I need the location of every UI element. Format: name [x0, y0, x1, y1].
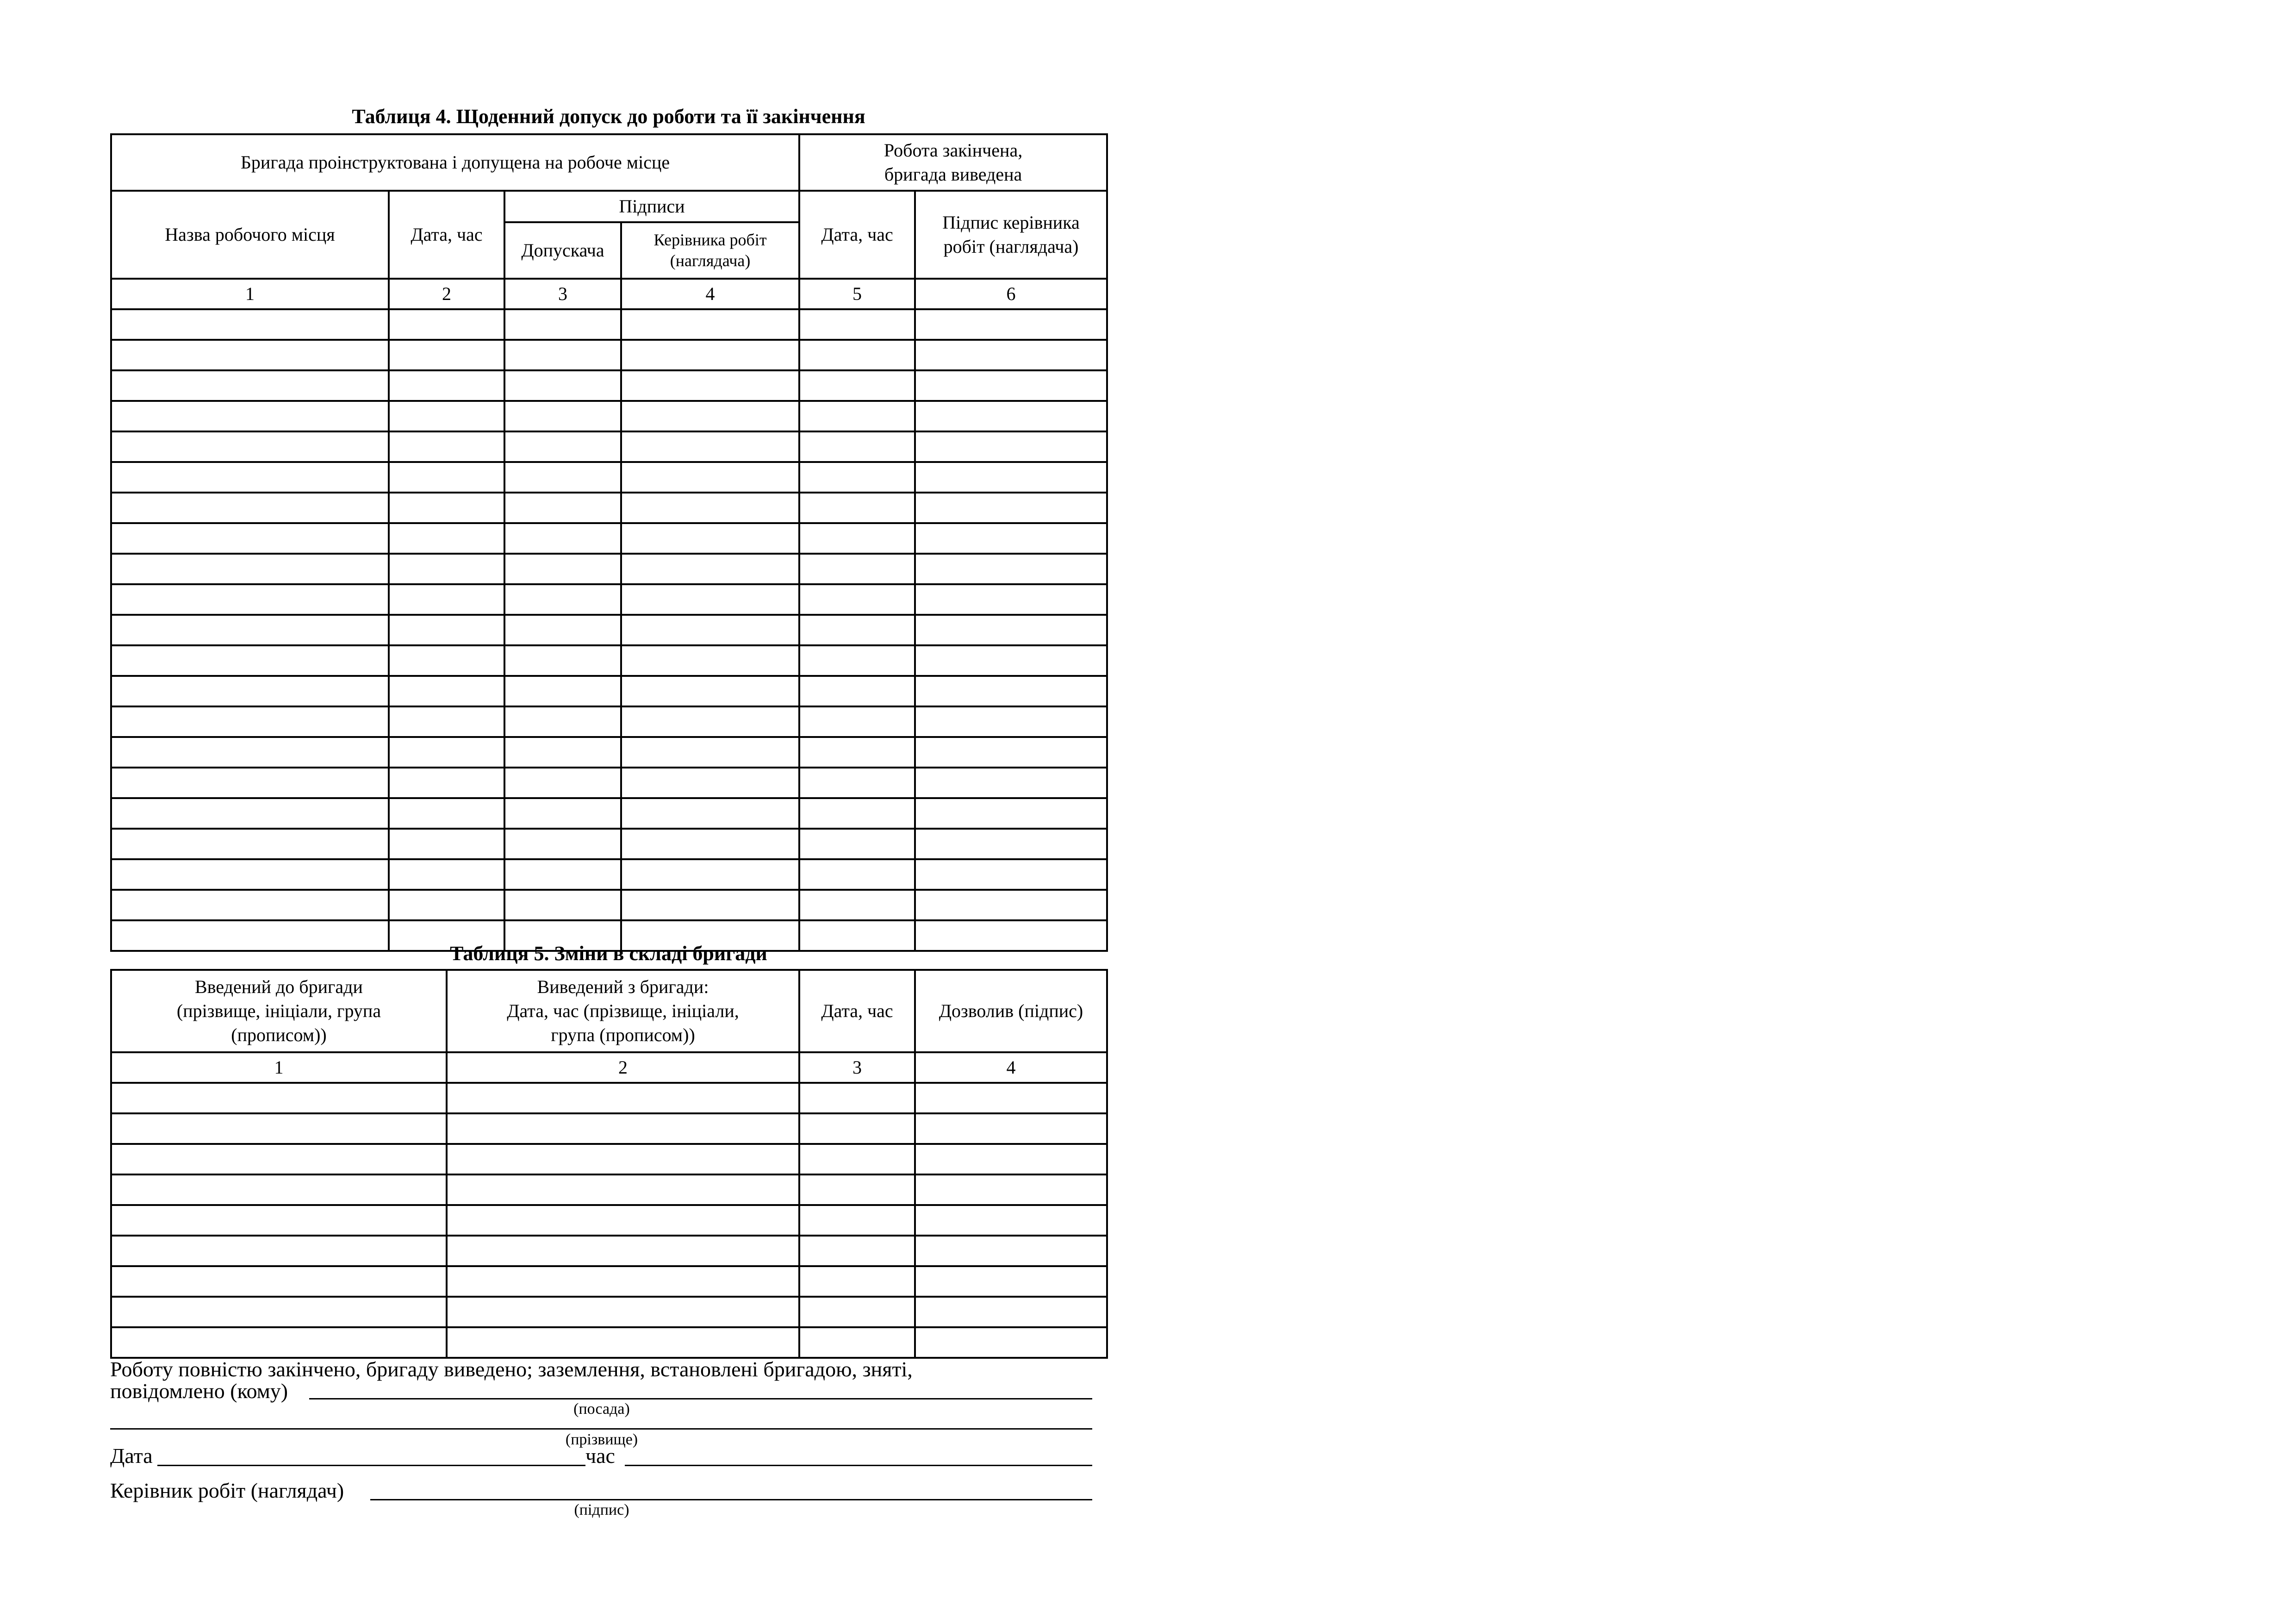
col-number: 1: [111, 1052, 447, 1083]
col-header-workplace: Назва робочого місця: [111, 191, 389, 279]
table4-entry-cell[interactable]: [799, 645, 915, 676]
table5-entry-cell[interactable]: [111, 1144, 447, 1174]
table4-entry-cell[interactable]: [915, 340, 1107, 370]
table4-entry-cell[interactable]: [799, 309, 915, 340]
table4-entry-cell[interactable]: [389, 431, 504, 462]
table4-entry-cell[interactable]: [504, 309, 621, 340]
table4-entry-cell[interactable]: [504, 554, 621, 584]
table5-title: Таблиця 5. Зміни в складі бригади: [450, 942, 767, 965]
col-number: 4: [915, 1052, 1107, 1083]
table4-entry-cell[interactable]: [504, 829, 621, 859]
table4-entry-cell[interactable]: [799, 370, 915, 401]
table4-entry-cell[interactable]: [915, 309, 1107, 340]
table5-entry-cell[interactable]: [799, 1113, 915, 1144]
date-field[interactable]: [157, 1465, 585, 1466]
table4-entry-cell[interactable]: [504, 859, 621, 890]
table4-entry-cell[interactable]: [111, 676, 389, 706]
table4-entry-cell[interactable]: [621, 859, 799, 890]
table4-entry-cell[interactable]: [799, 676, 915, 706]
col4-l1: Керівника робіт: [653, 231, 767, 249]
table4-entry-cell[interactable]: [111, 645, 389, 676]
table4-entry-cell[interactable]: [799, 493, 915, 523]
col-header-supervisor-signature: [915, 191, 1107, 279]
table4-entry-cell[interactable]: [504, 462, 621, 493]
table4-entry-cell[interactable]: [504, 584, 621, 615]
table4-entry-cell[interactable]: [389, 493, 504, 523]
col6-l2: робіт (наглядача): [943, 236, 1079, 257]
table4-entry-cell[interactable]: [799, 615, 915, 645]
table4-entry-cell[interactable]: [915, 462, 1107, 493]
table4-entry-cell[interactable]: [915, 890, 1107, 920]
table4-entry-cell[interactable]: [504, 431, 621, 462]
table5-entry-cell[interactable]: [111, 1327, 447, 1358]
table4-entry-row: [111, 798, 1107, 829]
table4-entry-cell[interactable]: [111, 554, 389, 584]
table4-entry-cell[interactable]: [799, 859, 915, 890]
table5-crew-changes: [110, 969, 1108, 1359]
table4-entry-cell[interactable]: [915, 431, 1107, 462]
table4-entry-cell[interactable]: [799, 523, 915, 554]
table4-entry-cell[interactable]: [389, 829, 504, 859]
table4-entry-cell[interactable]: [111, 401, 389, 431]
table4-entry-row: [111, 584, 1107, 615]
table4-entry-cell[interactable]: [504, 768, 621, 798]
col-header-added: [111, 970, 447, 1052]
footer-statement: Роботу повністю закінчено, бригаду виведено; заземлення, встановлені бригадою, зняті,: [110, 1357, 913, 1381]
table4-entry-row: [111, 768, 1107, 798]
table4-entry-cell[interactable]: [111, 768, 389, 798]
table4-entry-cell[interactable]: [621, 829, 799, 859]
table4-entry-cell[interactable]: [504, 401, 621, 431]
table4-entry-cell[interactable]: [111, 493, 389, 523]
caption-surname: (прізвище): [565, 1431, 638, 1448]
table5-entry-cell[interactable]: [799, 1083, 915, 1113]
table5-entry-row: [111, 1327, 1107, 1358]
col-number: 3: [799, 1052, 915, 1083]
table5-entry-row: [111, 1083, 1107, 1113]
table4-entry-cell[interactable]: [389, 859, 504, 890]
table4-entry-row: [111, 615, 1107, 645]
table5-entry-cell[interactable]: [799, 1266, 915, 1297]
table4-entry-cell[interactable]: [389, 890, 504, 920]
table4-entry-cell[interactable]: [915, 676, 1107, 706]
table4-entry-cell[interactable]: [621, 462, 799, 493]
table4-entry-cell[interactable]: [799, 462, 915, 493]
t5c2-l2: Дата, час (прізвище, ініціали,: [507, 1000, 739, 1021]
table5-entry-cell[interactable]: [915, 1113, 1107, 1144]
table4-entry-cell[interactable]: [621, 584, 799, 615]
table4-entry-cell[interactable]: [111, 462, 389, 493]
col-number: 2: [389, 279, 504, 309]
col6-l1: Підпис керівника: [942, 212, 1080, 233]
table5-entry-row: [111, 1297, 1107, 1327]
table5-entry-cell[interactable]: [799, 1236, 915, 1266]
table4-entry-cell[interactable]: [915, 615, 1107, 645]
table5-entry-cell[interactable]: [915, 1083, 1107, 1113]
caption-signature: (підпис): [574, 1501, 629, 1518]
t5c1-l2: (прізвище, ініціали, група: [176, 1000, 381, 1021]
table4-entry-cell[interactable]: [799, 768, 915, 798]
table4-entry-cell[interactable]: [621, 768, 799, 798]
table4-entry-cell[interactable]: [389, 340, 504, 370]
table5-entry-cell[interactable]: [799, 1144, 915, 1174]
table4-entry-cell[interactable]: [799, 829, 915, 859]
group-header-finished-l2: бригада виведена: [884, 164, 1022, 185]
table4-entry-row: [111, 462, 1107, 493]
table4-entry-cell[interactable]: [389, 584, 504, 615]
table5-entry-cell[interactable]: [111, 1205, 447, 1236]
table4-entry-row: [111, 554, 1107, 584]
table4-entry-cell[interactable]: [799, 401, 915, 431]
table4-entry-cell[interactable]: [504, 737, 621, 768]
table5-entry-row: [111, 1205, 1107, 1236]
table5-entry-cell[interactable]: [799, 1297, 915, 1327]
table4-entry-cell[interactable]: [111, 431, 389, 462]
table4-entry-cell[interactable]: [621, 676, 799, 706]
table5-entry-row: [111, 1266, 1107, 1297]
table5-entry-cell[interactable]: [915, 1205, 1107, 1236]
table4-entry-cell[interactable]: [389, 645, 504, 676]
table4-entry-cell[interactable]: [111, 890, 389, 920]
column-numbers-row: [111, 279, 1107, 309]
table4-entry-cell[interactable]: [389, 401, 504, 431]
t5c1-l1: Введений до бригади: [195, 976, 363, 997]
table4-entry-row: [111, 890, 1107, 920]
table4-entry-cell[interactable]: [915, 401, 1107, 431]
table4-entry-cell[interactable]: [389, 615, 504, 645]
table4-entry-cell[interactable]: [389, 523, 504, 554]
table5-entry-cell[interactable]: [111, 1236, 447, 1266]
table4-entry-cell[interactable]: [504, 890, 621, 920]
table4-entry-cell[interactable]: [111, 615, 389, 645]
col-number: 2: [447, 1052, 799, 1083]
table5-entry-cell[interactable]: [799, 1205, 915, 1236]
table4-entry-cell[interactable]: [915, 554, 1107, 584]
table4-entry-cell[interactable]: [799, 798, 915, 829]
table5-entry-cell[interactable]: [447, 1174, 799, 1205]
table5-entry-cell[interactable]: [915, 1174, 1107, 1205]
t5c1-l3: (прописом)): [231, 1024, 327, 1045]
group-header-finished: [799, 134, 1107, 191]
notified-to-label: повідомлено (кому): [110, 1379, 288, 1403]
table4-entry-cell[interactable]: [915, 829, 1107, 859]
table4-entry-cell[interactable]: [389, 554, 504, 584]
table5-entry-cell[interactable]: [447, 1236, 799, 1266]
table4-entry-cell[interactable]: [799, 340, 915, 370]
supervisor-label: Керівник робіт (наглядач): [110, 1479, 344, 1502]
table5-entry-cell[interactable]: [447, 1144, 799, 1174]
table4-entry-row: [111, 676, 1107, 706]
table4-title: Таблиця 4. Щоденний допуск до роботи та її закінчення: [352, 105, 865, 128]
table4-entry-cell[interactable]: [504, 523, 621, 554]
table4-entry-cell[interactable]: [621, 798, 799, 829]
table4-entry-cell[interactable]: [504, 706, 621, 737]
table4-entry-cell[interactable]: [504, 615, 621, 645]
col-header-date-time: Дата, час: [799, 970, 915, 1052]
table4-entry-cell[interactable]: [799, 706, 915, 737]
table4-entry-cell[interactable]: [799, 554, 915, 584]
table4-entry-cell[interactable]: [621, 431, 799, 462]
table4-entry-row: [111, 829, 1107, 859]
col-header-permitted: Дозволив (підпис): [915, 970, 1107, 1052]
table4-entry-row: [111, 523, 1107, 554]
table4-entry-cell[interactable]: [389, 768, 504, 798]
table5-entry-cell[interactable]: [111, 1297, 447, 1327]
table4-entry-cell[interactable]: [111, 706, 389, 737]
supervisor-signature-field[interactable]: [370, 1499, 1092, 1500]
col-number: 5: [799, 279, 915, 309]
col-header-work-supervisor: [621, 222, 799, 279]
table4-entry-cell[interactable]: [111, 584, 389, 615]
table4-entry-row: [111, 340, 1107, 370]
table4-entry-cell[interactable]: [621, 706, 799, 737]
table4-entry-row: [111, 645, 1107, 676]
table4-entry-cell[interactable]: [389, 309, 504, 340]
table4-entry-cell[interactable]: [504, 645, 621, 676]
table4-entry-cell[interactable]: [621, 890, 799, 920]
group-header-finished-l1: Робота закінчена,: [884, 140, 1023, 161]
table4-entry-cell[interactable]: [915, 584, 1107, 615]
column-numbers-row: [111, 1052, 1107, 1083]
table5-entry-cell[interactable]: [915, 1266, 1107, 1297]
table4-entry-cell[interactable]: [389, 676, 504, 706]
time-field[interactable]: [625, 1465, 1092, 1466]
table4-entry-cell[interactable]: [621, 554, 799, 584]
table5-entry-cell[interactable]: [447, 1205, 799, 1236]
table4-entry-cell[interactable]: [504, 798, 621, 829]
table4-entry-cell[interactable]: [915, 523, 1107, 554]
col-number: 1: [111, 279, 389, 309]
table4-entry-cell[interactable]: [389, 798, 504, 829]
table5-entry-cell[interactable]: [447, 1327, 799, 1358]
table4-entry-cell[interactable]: [389, 462, 504, 493]
table5-entry-cell[interactable]: [447, 1266, 799, 1297]
table5-entry-row: [111, 1113, 1107, 1144]
table5-entry-row: [111, 1144, 1107, 1174]
table4-entry-cell[interactable]: [799, 431, 915, 462]
caption-position: (посада): [573, 1400, 630, 1418]
date-label: Дата: [110, 1444, 153, 1468]
table5-entry-cell[interactable]: [447, 1083, 799, 1113]
table4-entry-cell[interactable]: [111, 309, 389, 340]
t5c2-l3: група (прописом)): [551, 1024, 695, 1045]
group-header-admitted: Бригада проінструктована і допущена на робоче місце: [111, 134, 799, 191]
notified-to-field[interactable]: [309, 1398, 1092, 1399]
table5-entry-row: [111, 1174, 1107, 1205]
table4-entry-cell[interactable]: [915, 737, 1107, 768]
table4-entry-cell[interactable]: [111, 523, 389, 554]
table4-entry-cell[interactable]: [915, 493, 1107, 523]
table5-entry-cell[interactable]: [447, 1113, 799, 1144]
table4-entry-cell[interactable]: [621, 340, 799, 370]
table5-entry-row: [111, 1236, 1107, 1266]
col-header-admitter: Допускача: [504, 222, 621, 279]
col-number: 3: [504, 279, 621, 309]
table5-entry-cell[interactable]: [111, 1083, 447, 1113]
table4-entry-cell[interactable]: [621, 309, 799, 340]
table4-entry-cell[interactable]: [915, 645, 1107, 676]
table4-entry-row: [111, 706, 1107, 737]
table4-entry-cell[interactable]: [504, 370, 621, 401]
col-header-finish-date-time: Дата, час: [799, 191, 915, 279]
table4-daily-admission: [110, 133, 1108, 952]
table5-entry-cell[interactable]: [915, 1144, 1107, 1174]
table4-entry-cell[interactable]: [504, 676, 621, 706]
table5-entry-cell[interactable]: [799, 1327, 915, 1358]
table5-entry-cell[interactable]: [799, 1174, 915, 1205]
table4-entry-row: [111, 431, 1107, 462]
col-header-removed: [447, 970, 799, 1052]
table5-entry-cell[interactable]: [111, 1174, 447, 1205]
surname-field[interactable]: [110, 1428, 1092, 1430]
table5-entry-cell[interactable]: [915, 1327, 1107, 1358]
table5-entry-cell[interactable]: [915, 1236, 1107, 1266]
table5-entry-cell[interactable]: [111, 1113, 447, 1144]
table4-entry-cell[interactable]: [111, 829, 389, 859]
table4-entry-cell[interactable]: [111, 737, 389, 768]
col-number: 6: [915, 279, 1107, 309]
table4-entry-cell[interactable]: [621, 645, 799, 676]
table4-entry-cell[interactable]: [389, 706, 504, 737]
table4-entry-cell[interactable]: [504, 493, 621, 523]
col-number: 4: [621, 279, 799, 309]
col-header-signatures: Підписи: [504, 191, 799, 222]
table4-entry-cell[interactable]: [504, 340, 621, 370]
table4-entry-cell[interactable]: [799, 890, 915, 920]
table4-entry-cell[interactable]: [915, 370, 1107, 401]
table4-entry-row: [111, 493, 1107, 523]
table4-entry-cell[interactable]: [621, 401, 799, 431]
col4-l2: (наглядача): [670, 251, 751, 270]
table4-entry-cell[interactable]: [389, 370, 504, 401]
col-header-date-time: Дата, час: [389, 191, 504, 279]
table4-entry-cell[interactable]: [111, 340, 389, 370]
time-label: час: [585, 1444, 615, 1468]
table4-entry-cell[interactable]: [621, 370, 799, 401]
table5-entry-cell[interactable]: [111, 1266, 447, 1297]
table4-entry-row: [111, 401, 1107, 431]
table4-entry-row: [111, 309, 1107, 340]
table4-entry-cell[interactable]: [111, 859, 389, 890]
table4-entry-cell[interactable]: [915, 768, 1107, 798]
table5-entry-cell[interactable]: [447, 1297, 799, 1327]
table4-entry-row: [111, 737, 1107, 768]
table4-entry-row: [111, 859, 1107, 890]
table4-entry-cell[interactable]: [621, 493, 799, 523]
table4-entry-cell[interactable]: [799, 737, 915, 768]
table4-entry-row: [111, 370, 1107, 401]
table4-entry-cell[interactable]: [915, 859, 1107, 890]
table4-entry-cell[interactable]: [621, 523, 799, 554]
table4-entry-cell[interactable]: [915, 706, 1107, 737]
table4-entry-cell[interactable]: [799, 584, 915, 615]
table4-entry-cell[interactable]: [621, 615, 799, 645]
table4-entry-cell[interactable]: [915, 798, 1107, 829]
t5c2-l1: Виведений з бригади:: [537, 976, 709, 997]
table4-entry-cell[interactable]: [111, 370, 389, 401]
table4-entry-cell[interactable]: [111, 798, 389, 829]
table4-entry-cell[interactable]: [389, 737, 504, 768]
table5-entry-cell[interactable]: [915, 1297, 1107, 1327]
table4-entry-cell[interactable]: [621, 737, 799, 768]
